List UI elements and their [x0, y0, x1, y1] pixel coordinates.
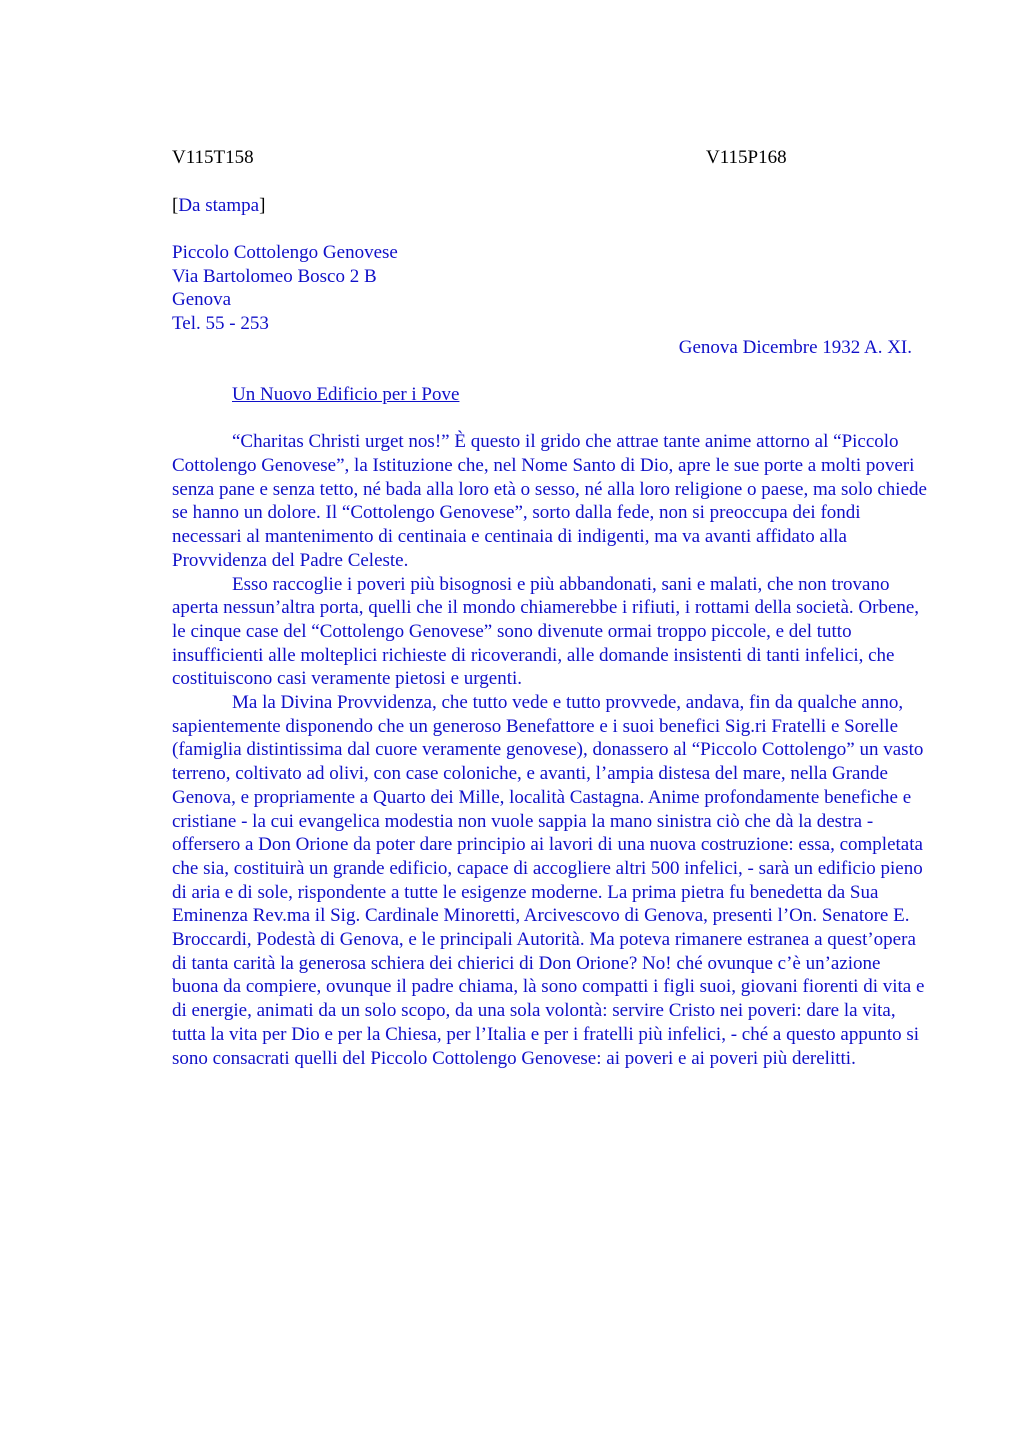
paragraph-1: “Charitas Christi urget nos!” È questo il grido che attrae tante anime attorno al “Piccolo Cottolengo Genovese”, la Istituzione che, nel Nome Santo di Dio, apre le sue porte a molti poveri senza pane e senza tetto, né bada alla loro età o sesso, né alla loro religione o paese, ma solo chiede se hanno un dolore. Il “Cottolengo Genovese”, sorto dalla fede, non si preoccupa dei fondi necessari al mantenimento di centinaia e centinaia di indigenti, ma va avanti affidato alla Provvidenza del Padre Celeste. [172, 431, 927, 571]
article-title: Un Nuovo Edificio per i Pove [232, 384, 460, 406]
address-line-4: Tel. 55 - 253 [172, 313, 269, 335]
document-ids [172, 146, 928, 170]
letter-date: Genova Dicembre 1932 A. XI. [678, 336, 912, 358]
document-id-right: V115P168 [706, 147, 787, 168]
source-note [172, 194, 928, 218]
source-label: Da stampa [178, 195, 260, 216]
paragraph-3: Ma la Divina Provvidenza, che tutto vede e tutto provvede, andava, fin da qualche anno, sapientemente disponendo che un generoso Benefattore e i suoi benefici Sig.ri Fratelli e Sorelle (famiglia distintissima dal cuore veramente genovese), donassero al “Piccolo Cottolengo” un vasto terreno, coltivato ad olivi, con case coloniche, e avanti, l’ampia distesa del mare, nella Grande Genova, e propriamente a Quarto dei Mille, località Castagna. Anime profondamente benefiche e cristiane - la cui evangelica modestia non vuole sappia la mano sinistra ciò che dà la destra - offersero a Don Orione da poter dare principio ai lavori di una nuova costruzione: essa, completata che sia, costituirà un grande edificio, capace di accogliere altri 500 infelici, - sarà un edificio pieno di aria e di sole, rispondente a tutte le esigenze moderne. La prima pietra fu benedetta da Sua Eminenza Rev.ma il Sig. Cardinale Minoretti, Arcivescovo di Genova, presenti l’On. Senatore E. Broccardi, Podestà di Genova, e le principali Autorità. Ma poteva rimanere estranea a quest’opera di tanta carità la generosa schiera dei chierici di Don Orione? No! ché ovunque c’è un’azione buona da compiere, ovunque il padre chiama, là sono compatti i figli suoi, giovani fiorenti di vita e di energie, animati da un solo scopo, da una sola volontà: servire Cristo nei poveri: dare la vita, tutta la vita per Dio e per la Chiesa, per l’Italia e per i fratelli più infelici, - ché a questo appunto si sono consacrati quelli del Piccolo Cottolengo Genovese: ai poveri e ai poveri più derelitti. [172, 692, 925, 1069]
address-line-3: Genova [172, 289, 232, 311]
paragraph-2: Esso raccoglie i poveri più bisognosi e più abbandonati, sani e malati, che non trovano aperta nessun’altra porta, quelli che il mondo chiamerebbe i rifiuti, i rottami della società. Orbene, le cinque case del “Cottolengo Genovese” sono divenute ormai troppo piccole, e del tutto insufficienti alle molteplici richieste di ricoverandi, alle domande insistenti di tanti infelici, che costituiscono casi veramente pietosi e urgenti. [172, 573, 920, 690]
sender-address [172, 241, 928, 336]
address-line-2: Via Bartolomeo Bosco 2 B [172, 265, 377, 287]
source-close-bracket: ] [259, 195, 266, 216]
article-body [172, 430, 928, 1070]
source-open-bracket: [ [172, 195, 179, 216]
document-page [172, 146, 928, 1070]
address-line-1: Piccolo Cottolengo Genovese [172, 242, 398, 263]
document-id-left: V115T158 [172, 147, 254, 168]
